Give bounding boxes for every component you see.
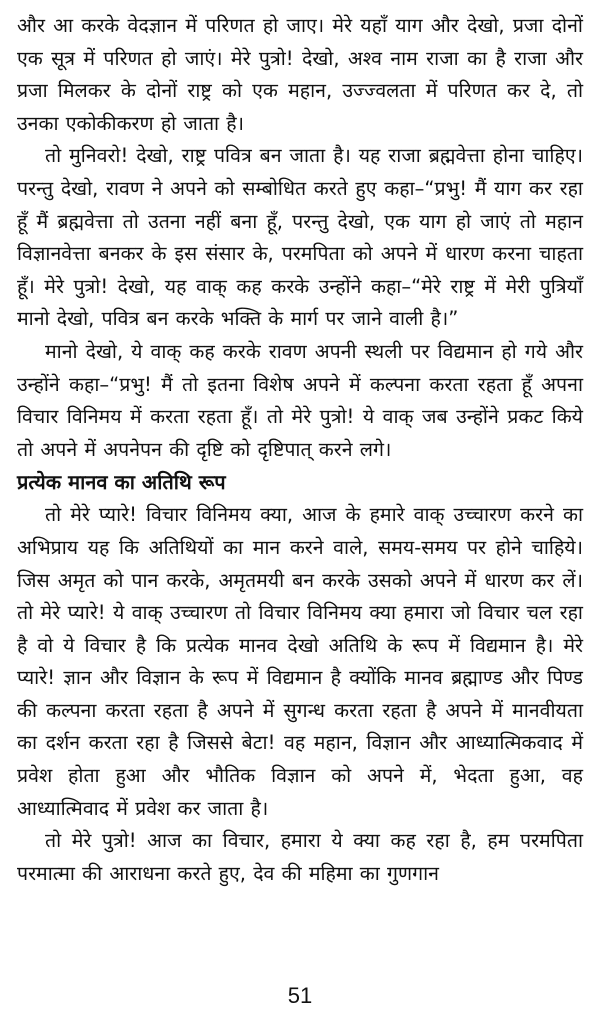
paragraph-5: तो मेरे पुत्रो! आज का विचार, हमारा ये क्या कह रहा है, हम परमपिता परमात्मा की आराधना करते हुए, देव की महिमा का गुणगान [17,829,583,885]
paragraph-1: और आ करके वेदज्ञान में परिणत हो जाए। मेरे यहाँ याग और देखो, प्रजा दोनों एक सूत्र में परिणत हो जाएं। मेरे पुत्रो! देखो, अश्व नाम राजा का है राजा और प्रजा मिलकर के दोनों राष्ट्र को एक महान, उज्ज्वलता में परिणत कर दे, तो उनका एकोकीकरण हो जाता है। [17,14,583,135]
paragraph-3: मानो देखो, ये वाक् कह करके रावण अपनी स्थली पर विद्यमान हो गये और उन्होंने कहा–“प्रभु! मैं तो इतना विशेष अपने में कल्पना करता रहता हूँ अपना विचार विनिमय में करता रहता हूँ। तो मेरे पुत्रो! ये वाक् जब उन्होंने प्रकट किये तो अपने में अपनेपन की दृष्टि को दृष्टिपात् करने लगे। [17,339,583,461]
page-number: 51 [287,983,313,1008]
book-page [17,10,583,890]
paragraph-4: तो मेरे प्यारे! विचार विनिमय क्या, आज के हमारे वाक् उच्चारण करने का अभिप्राय यह कि अतिथियों का मान करने वाले, समय-समय पर होने चाहिये। जिस अमृत को पान करके, अमृतमयी बन करके उसको अपने में धारण कर लें। तो मेरे प्यारे! ये वाक् उच्चारण तो विचार विनिमय क्या हमारा जो विचार चल रहा है वो ये विचार है कि प्रत्येक मानव देखो अतिथि के रूप में विद्यमान है। मेरे प्यारे! ज्ञान और विज्ञान के रूप में विद्यमान है क्योंकि मानव ब्रह्माण्ड और पिण्ड की कल्पना करता रहता है अपने में सुगन्ध करता रहता है अपने में मानवीयता का दर्शन करता रहा है जिससे बेटा! वह महान, विज्ञान और आध्यात्मिकवाद में प्रवेश होता हुआ और भौतिक विज्ञान को अपने में, भेदता हुआ, वह आध्यात्मिवाद में प्रवेश कर जाता है। [17,503,584,820]
paragraph-2: तो मुनिवरो! देखो, राष्ट्र पवित्र बन जाता है। यह राजा ब्रह्मवेत्ता होना चाहिए। परन्तु देखो, रावण ने अपने को सम्बोधित करते हुए कहा–“प्रभु! मैं याग कर रहा हूँ मैं ब्रह्मवेत्ता तो उतना नहीं बना हूँ, परन्तु देखो, एक याग हो जाएं तो महान विज्ञानवेत्ता बनकर के इस संसार के, परमपिता को अपने में धारण करना चाहता हूँ। मेरे पुत्रो! देखो, यह वाक् कह करके उन्होंने कहा–“मेरे राष्ट्र में मेरी पुत्रियाँ मानो देखो, पवित्र बन करके भक्ति के मार्ग पर जाने वाली है।” [17,144,583,331]
section-heading: प्रत्येक मानव का अतिथि रूप [17,470,226,495]
